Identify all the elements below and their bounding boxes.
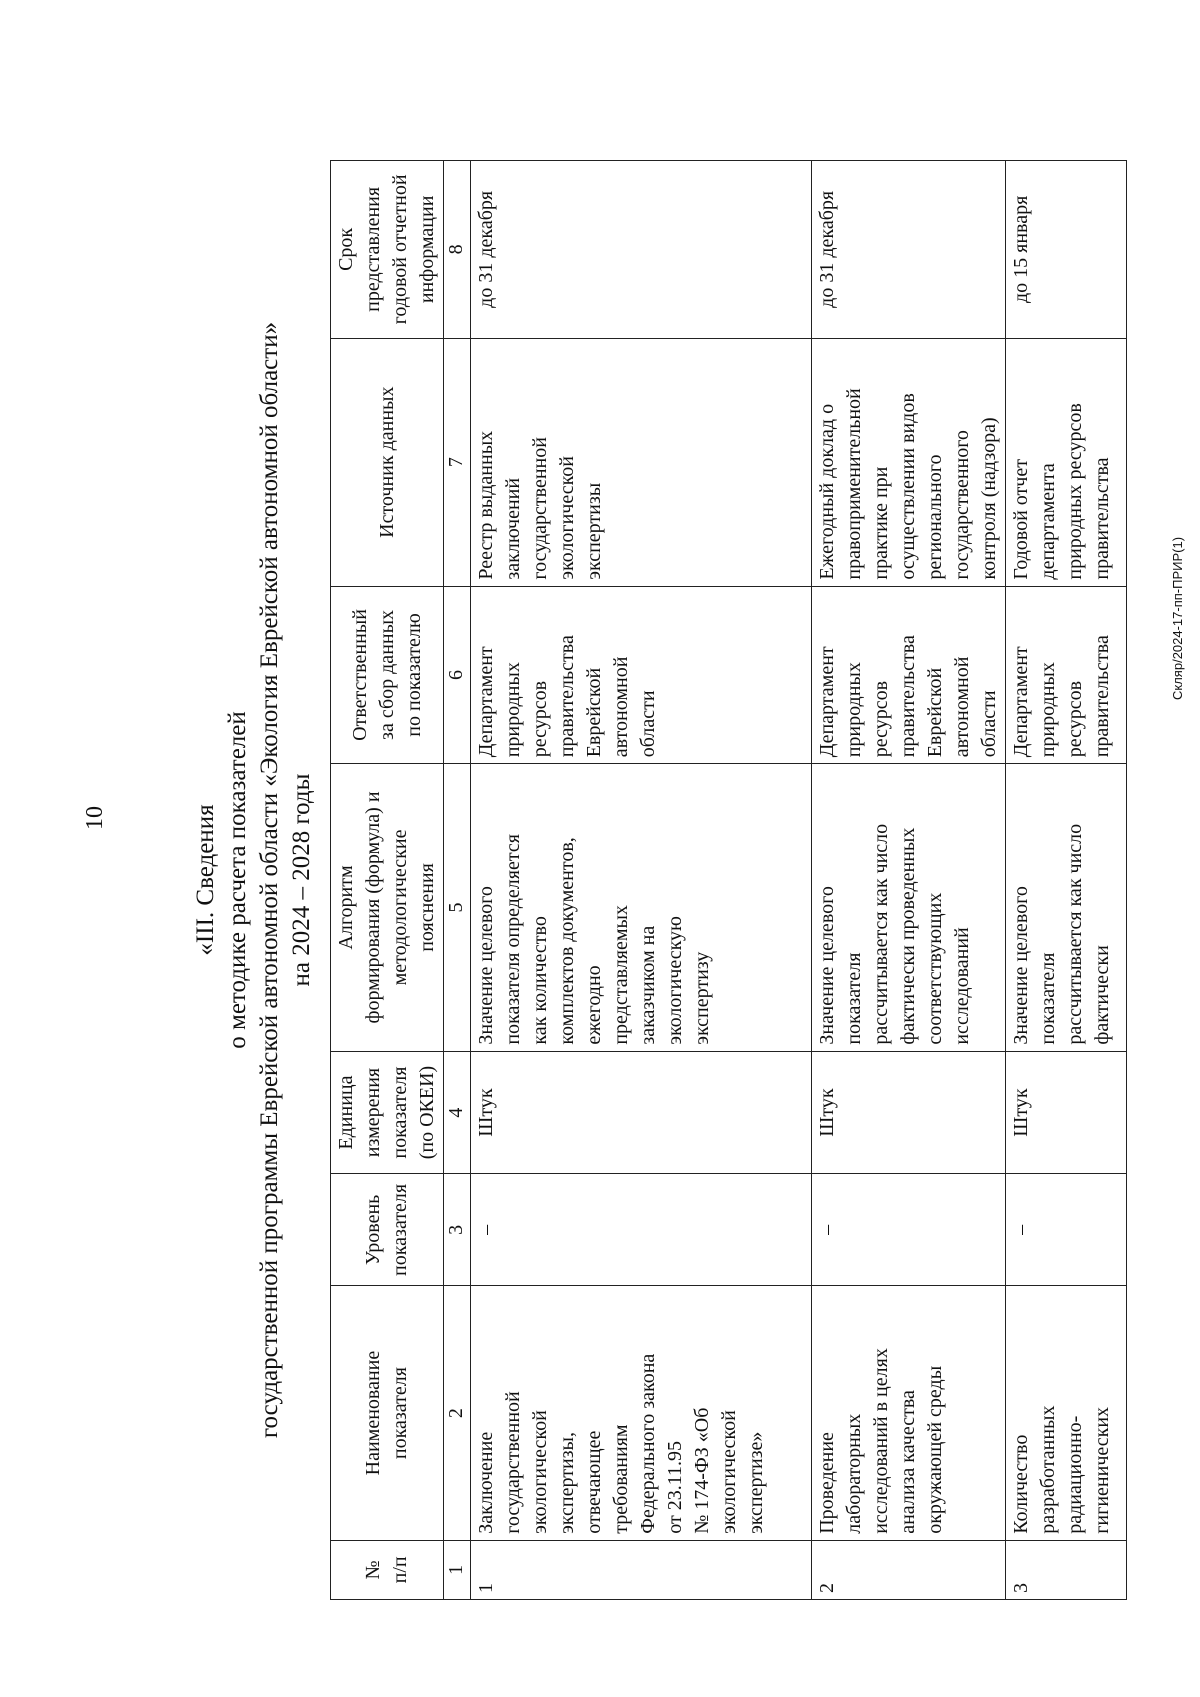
rotated-page-content [190,140,1113,1620]
row-number: 3 [1006,1540,1127,1599]
header-deadline: Срок представления годовой отчетной информации [331,161,444,339]
column-number: 5 [444,764,471,1051]
table-row [1006,161,1127,1600]
page-number: 10 [82,806,108,830]
indicator-name: Заключение государственной экологической экспертизы, отвечающее требованиям Федерального закона от 23.11.95 № 174-ФЗ «Об экологической экспертизе» [471,1286,812,1540]
indicator-source: Ежегодный доклад о правоприменительной практике при осуществлении видов регионального государственного контроля (надзора) [812,338,1006,586]
indicator-unit: Штук [812,1051,1006,1174]
document-code: Скляр/2024-17-пп-ПРИР(1) [1170,536,1185,700]
column-number-row [444,161,471,1600]
indicator-source: Реестр выданных заключений государственной экологической экспертизы [471,338,812,586]
column-number: 7 [444,338,471,586]
indicator-algorithm: Значение целевого показателя определяется как количество комплектов документов, ежегодно представляемых заказчиком на экологическую экспертизу [471,764,812,1051]
table-row [471,161,812,1600]
column-number: 4 [444,1051,471,1174]
indicator-deadline: до 31 декабря [471,161,812,339]
header-number: № п/п [331,1540,444,1599]
row-number: 1 [471,1540,812,1599]
column-number: 1 [444,1540,471,1599]
indicator-responsible: Департамент природных ресурсов правительства Еврейской автономной области [471,586,812,764]
header-unit: Единица измерения показателя (по ОКЕИ) [331,1051,444,1174]
header-responsible: Ответственный за сбор данных по показателю [331,586,444,764]
heading-line-2: о методике расчета показателей [224,711,251,1049]
indicator-source: Годовой отчет департамента природных ресурсов правительства [1006,338,1127,586]
column-number: 2 [444,1286,471,1540]
indicator-responsible: Департамент природных ресурсов правительства [1006,586,1127,764]
indicator-unit: Штук [1006,1051,1127,1174]
indicator-deadline: до 31 декабря [812,161,1006,339]
indicator-level: – [812,1174,1006,1286]
column-number: 8 [444,161,471,339]
row-number: 2 [812,1540,1006,1599]
column-number: 3 [444,1174,471,1286]
header-level: Уровень показателя [331,1174,444,1286]
indicator-unit: Штук [471,1051,812,1174]
indicator-name: Проведение лабораторных исследований в целях анализа качества окружающей среды [812,1286,1006,1540]
indicators-table [330,160,1127,1600]
indicator-level: – [1006,1174,1127,1286]
heading-line-4: на 2024 – 2028 годы [288,773,315,987]
indicator-responsible: Департамент природных ресурсов правительства Еврейской автономной области [812,586,1006,764]
heading-line-1: «III. Сведения [192,804,219,956]
indicator-level: – [471,1174,812,1286]
table-header-row [331,161,444,1600]
heading-line-3: государственной программы Еврейской автономной области «Экология Еврейской автономной области» [256,321,283,1439]
header-source: Источник данных [331,338,444,586]
column-number: 6 [444,586,471,764]
indicator-deadline: до 15 января [1006,161,1127,339]
indicator-name: Количество разработанных радиационно- гигиенических [1006,1286,1127,1540]
header-name: Наименование показателя [331,1286,444,1540]
indicator-algorithm: Значение целевого показателя рассчитывается как число фактически [1006,764,1127,1051]
table-row [812,161,1006,1600]
header-algorithm: Алгоритм формирования (формула) и методологические пояснения [331,764,444,1051]
section-heading [190,140,318,1620]
indicator-algorithm: Значение целевого показателя рассчитывается как число фактически проведенных соответствующих исследований [812,764,1006,1051]
